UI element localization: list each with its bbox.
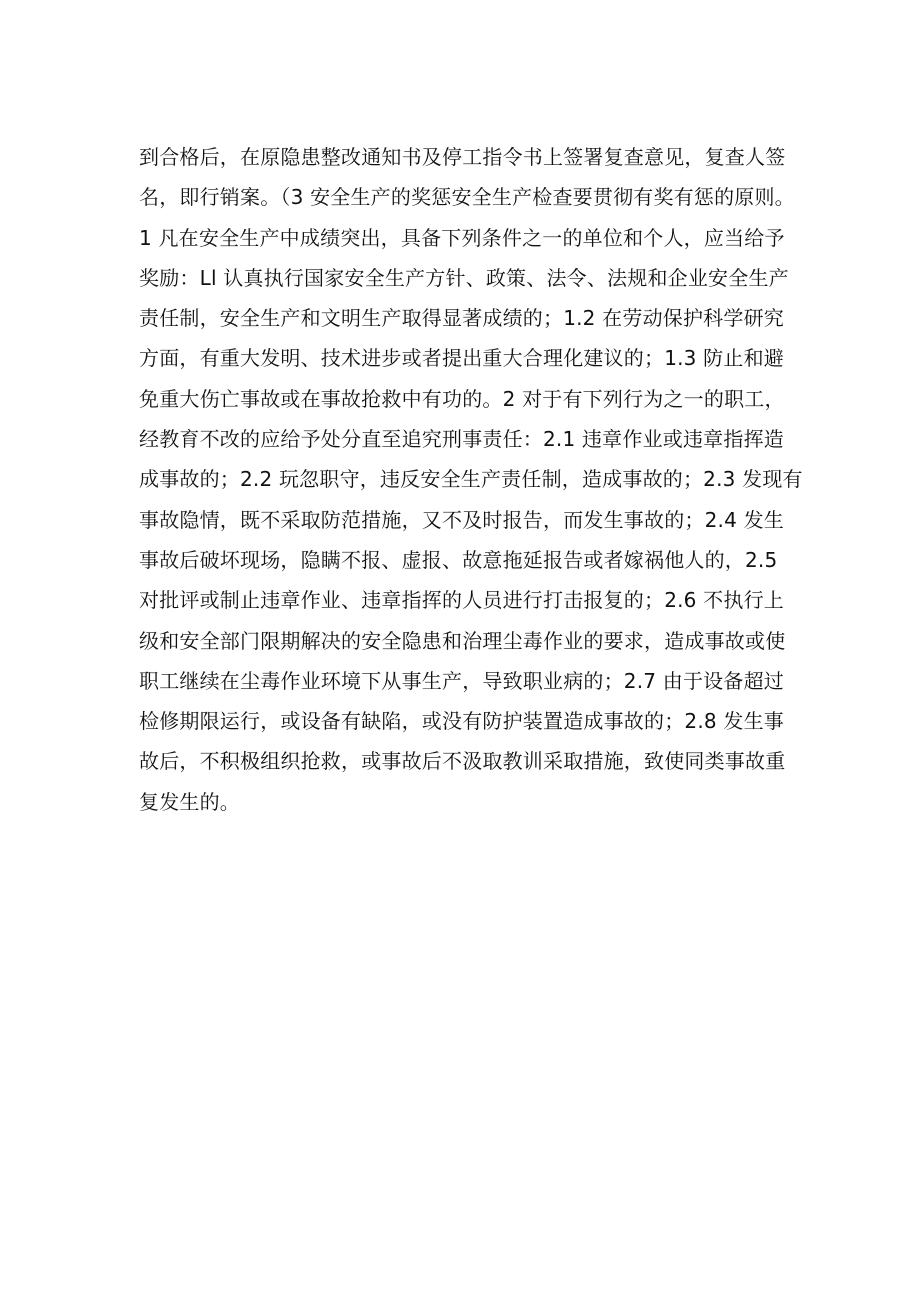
text-line: 到合格后，在原隐患整改通知书及停工指令书上签署复查意见，复查人签 — [139, 145, 786, 169]
text-line: 故后，不积极组织抢救，或事故后不汲取教训采取措施，致使同类事故重 — [139, 749, 786, 774]
text-line: 免重大伤亡事故或在事故抢救中有功的。2 对于有下列行为之一的职工， — [139, 386, 785, 411]
text-line: 经教育不改的应给予处分直至追究刑事责任：2.1 违章作业或违章指挥造 — [139, 427, 784, 452]
body-text — [139, 137, 803, 822]
text-line: 事故后破坏现场，隐瞒不报、虚报、故意拖延报告或者嫁祸他人的，2.5 — [139, 547, 778, 572]
text-line: 复发生的。 — [139, 789, 240, 814]
text-line: 检修期限运行，或设备有缺陷，或没有防护装置造成事故的；2.8 发生事 — [139, 709, 784, 734]
text-line: 方面，有重大发明、技术进步或者提出重大合理化建议的；1.3 防止和避 — [139, 346, 784, 371]
text-line: 对批评或制止违章作业、违章指挥的人员进行打击报复的；2.6 不执行上 — [139, 588, 784, 613]
text-line: 职工继续在尘毒作业环境下从事生产，导致职业病的；2.7 由于设备超过 — [139, 668, 784, 693]
text-line: 奖励：Ll 认真执行国家安全生产方针、政策、法令、法规和企业安全生产 — [139, 265, 789, 290]
text-line: 成事故的；2.2 玩忽职守，违反安全生产责任制，造成事故的；2.3 发现有 — [139, 467, 803, 492]
text-line: 责任制，安全生产和文明生产取得显著成绩的；1.2 在劳动保护科学研究 — [139, 306, 784, 331]
text-line: 事故隐情，既不采取防范措施，又不及时报告，而发生事故的；2.4 发生 — [139, 507, 784, 532]
text-line: 名，即行销案。（3 安全生产的奖惩安全生产检查要贯彻有奖有惩的原则。 — [139, 185, 795, 210]
text-line: 1 凡在安全生产中成绩突出，具备下列条件之一的单位和个人，应当给予 — [139, 225, 785, 250]
text-line: 级和安全部门限期解决的安全隐患和治理尘毒作业的要求，造成事故或使 — [139, 628, 786, 653]
